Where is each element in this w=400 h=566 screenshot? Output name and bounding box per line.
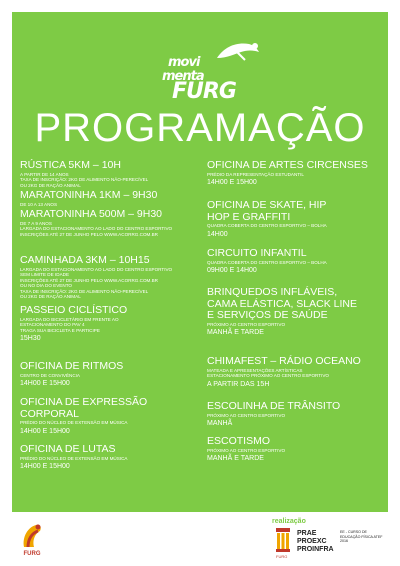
event-time: 14H00 E 15H00: [20, 463, 70, 470]
event-brinquedos: [207, 287, 385, 337]
event-heading: MARATONINHA 500M – 9H30: [20, 208, 162, 220]
event-heading: OFICINA DE EXPRESSÃO CORPORAL: [20, 396, 148, 420]
event-heading: OFICINA DE SKATE, HIP HOP E GRAFFITI: [207, 199, 327, 223]
org-prae: PRAE: [297, 530, 317, 537]
logo-line-3: FURG: [172, 79, 236, 104]
furg-mascot-logo: [18, 521, 46, 561]
furg-label: FURG: [23, 551, 41, 557]
footer: [0, 512, 400, 566]
event-detail: A PARTIR DE 14 ANOS: [20, 171, 69, 177]
event-detail: LARGADA DO BICICLETÁRIO EM FRENTE AO: [20, 316, 119, 322]
event-heading: CHIMAFEST – RÁDIO OCEANO: [207, 355, 361, 367]
event-caminhada: [20, 255, 198, 300]
event-time: MANHÃ E TARDE: [207, 455, 264, 462]
event-heading: OFICINA DE LUTAS: [20, 443, 116, 455]
logo-line-1: movi: [168, 55, 200, 70]
org-proinfra: PROINFRA: [297, 546, 334, 553]
event-detail: DE 7 A 9 ANOS: [20, 220, 52, 226]
event-detail: TRAGA SUA BICICLETA E PARTICIPE: [20, 327, 100, 333]
green-panel: [12, 12, 388, 512]
event-chimafest: [207, 356, 385, 389]
event-detail: TAXA DE INSCRIÇÃO: 2KG DE ALIMENTO NÃO-PERECÍVEL: [20, 288, 149, 294]
event-detail: CENTRO DE CONVIVÊNCIA: [20, 372, 80, 378]
event-time: 14H00 E 15H00: [20, 380, 70, 387]
event-time: MANHÃ: [207, 420, 233, 427]
event-oficina-ritmos: [20, 361, 198, 388]
event-detail: PRÓXIMO AO CENTRO ESPORTIVO: [207, 321, 286, 327]
event-detail: PRÓXIMO AO CENTRO ESPORTIVO: [207, 447, 286, 453]
page-title: PROGRAMAÇÃO: [34, 106, 366, 150]
org-proexc: PROEXC: [297, 538, 327, 545]
movimenta-furg-logo: [162, 42, 262, 102]
event-detail: LARGADA DO ESTACIONAMENTO AO LADO DO CENTRO ESPORTIVO: [20, 266, 173, 272]
furg-university-logo: [276, 528, 290, 559]
event-detail: ESTACIONAMENTO DO PAV 4: [20, 322, 85, 327]
mascot-icon: [18, 521, 46, 551]
event-detail: INSCRIÇÕES ATÉ 27 DE JUNHO PELO WWW.ACORRG.COM.BR: [20, 231, 158, 237]
event-detail: SEM LIMITE DE IDADE: [20, 272, 70, 277]
event-detail: DE 10 A 13 ANOS: [20, 201, 58, 207]
event-heading: OFICINA DE ARTES CIRCENSES: [207, 159, 368, 171]
event-oficina-lutas: [20, 444, 198, 471]
event-detail: TAXA DE INSCRIÇÃO: 2KG DE ALIMENTO NÃO-PERECÍVEL: [20, 177, 149, 182]
event-detail: OU 2KG DE RAÇÃO ANIMAL: [20, 182, 81, 188]
event-time: A PARTIR DAS 15H: [207, 380, 270, 388]
event-detail: PRÓXIMO AO CENTRO ESPORTIVO: [207, 412, 286, 418]
university-emblem-icon: [276, 528, 290, 552]
event-oficina-expressao: [20, 397, 198, 436]
event-heading: CAMINHADA 3KM – 10H15: [20, 254, 150, 266]
event-heading: ESCOLINHA DE TRÂNSITO: [207, 400, 341, 412]
event-detail: QUADRA COBERTA DO CENTRO ESPORTIVO – BOLHA: [207, 223, 327, 228]
event-heading: OFICINA DE RITMOS: [20, 360, 124, 372]
event-heading: CIRCUITO INFANTIL: [207, 247, 307, 259]
event-detail: PRÉDIO DO NÚCLEO DE EXTENSÃO EM MÚSICA: [20, 420, 128, 425]
event-time: 15H30: [20, 335, 41, 342]
event-circuito-infantil: [207, 248, 385, 275]
event-heading: BRINQUEDOS INFLÁVEIS, CAMA ELÁSTICA, SLACK LINE E SERVIÇOS DE SAÚDE: [207, 286, 357, 321]
edu-course-text: EE - CURSO DE EDUCAÇÃO FÍSICA ATEF 2016: [340, 530, 383, 543]
event-heading: PASSEIO CICLÍSTICO: [20, 304, 128, 316]
event-detail: OU NO DIA DO EVENTO: [20, 283, 72, 288]
logo-line-2: menta: [162, 69, 204, 84]
event-heading: ESCOTISMO: [207, 435, 271, 447]
event-escotismo: [207, 436, 385, 463]
event-escolinha-transito: [207, 401, 385, 428]
event-maratoninha-500m: [20, 209, 198, 237]
event-time: 14H00: [207, 230, 228, 238]
realizacao-label: realização: [272, 518, 306, 525]
event-time: 09H00 E 14H00: [207, 267, 257, 274]
event-maratoninha-1km: [20, 190, 198, 207]
event-skate-hiphop: [207, 200, 385, 239]
event-detail: QUADRA COBERTA DO CENTRO ESPORTIVO – BOLHA: [207, 259, 327, 265]
figure-logo-icon: [215, 40, 261, 62]
event-detail: MATEADA E APRESENTAÇÕES ARTÍSTICAS: [207, 367, 303, 373]
event-detail: PRÉDIO DA REPRESENTAÇÃO ESTUDANTIL: [207, 171, 304, 177]
event-time: MANHÃ E TARDE: [207, 329, 264, 336]
event-detail: OU 2KG DE RAÇÃO ANIMAL: [20, 294, 81, 299]
event-time: 14H00 E 15H00: [207, 179, 257, 186]
event-detail: PRÉDIO DO NÚCLEO DE EXTENSÃO EM MÚSICA: [20, 455, 128, 461]
event-heading: RÚSTICA 5KM – 10H: [20, 159, 121, 171]
event-detail: INSCRIÇÕES ATÉ 27 DE JUNHO PELO WWW.ACORRG.COM.BR: [20, 277, 158, 283]
event-artes-circenses: [207, 160, 385, 187]
event-heading: MARATONINHA 1KM – 9H30: [20, 189, 158, 201]
event-detail: LARGADA DO ESTACIONAMENTO AO LADO DO CENTRO ESPORTIVO: [20, 226, 173, 231]
event-detail: ESTACIONAMENTO PRÓXIMO AO CENTRO ESPORTIVO: [207, 373, 330, 378]
event-passeio-ciclistico: [20, 305, 198, 343]
furg-small-label: FURG: [276, 554, 288, 559]
event-time: 14H00 E 15H00: [20, 427, 70, 435]
event-rustica: [20, 160, 198, 188]
